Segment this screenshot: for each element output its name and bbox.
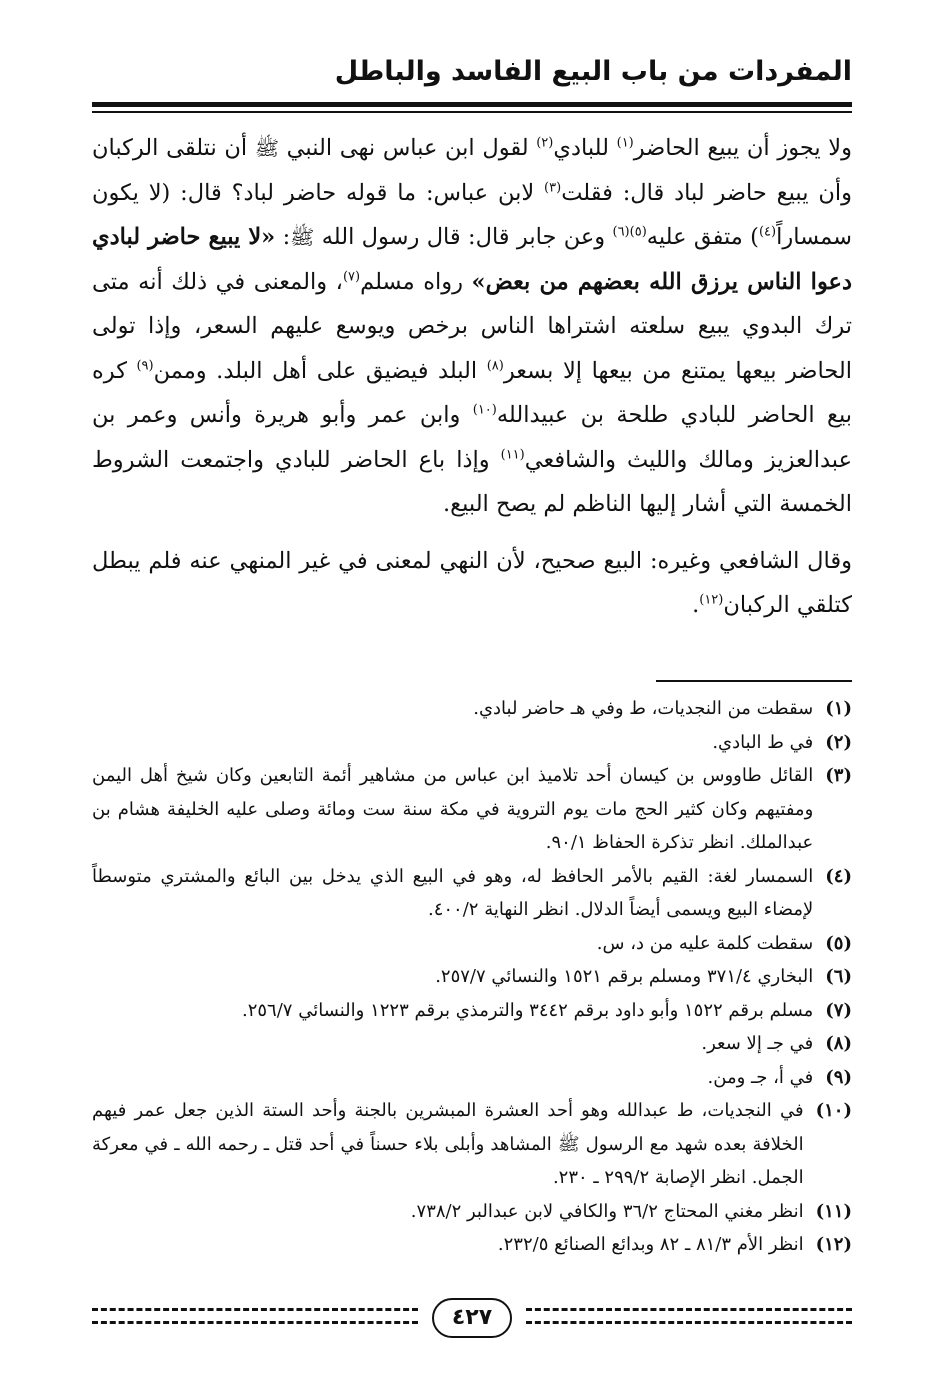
footnote-text: مسلم برقم ١٥٢٢ وأبو داود برقم ٣٤٤٢ والترمذي برقم ١٢٢٣ والنسائي ٢٥٦/٧.	[241, 999, 814, 1021]
footnote-text: في النجديات، ط عبدالله وهو أحد العشرة المبشرين بالجنة وأحد الستة الذين جعل عمر فيهم الخلافة بعده شهد مع الرسول ﷺ المشاهد وأبلى بلاء حسناً في أحد قتل ـ رحمه الله ـ في معركة الجمل. انظر الإصابة ٢٩٩/٢ ـ ٢٣٠.	[92, 1100, 804, 1188]
footnote	[92, 927, 852, 961]
footnote-ref[interactable]: (٥)	[629, 224, 647, 240]
footnote-number: (٢)	[825, 731, 852, 753]
paragraph: ولا يجوز أن يبيع الحاضر$^{(١)}$ للبادي$^{(٢)}$ لقول ابن عباس نهى النبي ﷺ أن نتلقى الركبان وأن يبيع حاضر لباد قال: فقلت$^{(٣)}$ لابن عباس: ما قوله حاضر لباد؟ قال: (لا يكون سمساراً$^{(٤)}$) متفق عليه$^{(٥)(٦)}$ وعن جابر قال: قال رسول الله ﷺ: «لا يبيع حاضر لبادي دعوا الناس يرزق الله بعضهم من بعض» رواه مسلم$^{(٧)}$، والمعنى في ذلك أنه متى ترك البدوي يبيع سلعته اشتراها الناس برخص ويوسع عليهم السعر، وإذا تولى الحاضر بيعها يمتنع من بيعها إلا بسعر$^{(٨)}$ البلد فيضيق على أهل البلد. وممن$^{(٩)}$ كره بيع الحاضر للبادي طلحة بن عبيدالله$^{(١٠)}$ وابن عمر وأبو هريرة وأنس وعمر بن عبدالعزيز ومالك والليث والشافعي$^{(١١)}$ وإذا باع الحاضر للبادي واجتمعت الشروط الخمسة التي أشار إليها الناظم لم يصح البيع.	[92, 135, 853, 517]
footer-dashed-rule	[92, 1321, 418, 1324]
footnote-separator	[656, 680, 852, 682]
footnote-ref[interactable]: (٧)	[342, 269, 361, 284]
footer-dashed-rule	[526, 1321, 852, 1324]
footnote-ref[interactable]: (١١)	[500, 447, 525, 462]
running-header-title: المفردات من باب البيع الفاسد والباطل	[334, 56, 852, 87]
footnote	[92, 1228, 852, 1262]
footnote	[92, 1094, 852, 1195]
footnote-text: في جـ إلا سعر.	[701, 1033, 814, 1054]
hadith-quote: «لا يبيع حاضر لبادي دعوا الناس يرزق الله بعضهم من بعض»	[92, 224, 853, 295]
footnote-number: (١٠)	[815, 1100, 852, 1121]
footnote	[92, 726, 852, 760]
footnote	[92, 759, 852, 860]
footnote-text: في ط البادي.	[712, 731, 814, 753]
footnote-number: (٣)	[825, 765, 852, 786]
footnote-number: (٩)	[825, 1066, 852, 1088]
footnote-text: سقطت من النجديات، ط وفي هـ حاضر لبادي.	[473, 698, 814, 719]
footnote-number: (١)	[825, 698, 852, 719]
footnote	[92, 692, 852, 726]
footnote	[92, 960, 852, 994]
footnotes-list	[92, 692, 852, 1262]
footnote-text: القائل طاووس بن كيسان أحد تلاميذ ابن عباس من مشاهير أئمة التابعين وكان شيخ أهل اليمن ومفتيهم وكان كثير الحج مات يوم التروية في مكة سنة ست ومائة وصلى عليه الخليفة هشام بن عبدالملك. انظر تذكرة الحفاظ ٩٠/١.	[92, 765, 814, 853]
footnote-text: سقطت كلمة عليه من د، س.	[596, 932, 814, 954]
footnote-text: انظر الأم ٨١/٣ ـ ٨٢ وبدائع الصنائع ٢٣٢/٥.	[497, 1234, 804, 1255]
footnote-ref[interactable]: (٦)	[612, 224, 630, 240]
footnote-ref[interactable]: (١٠)	[472, 402, 497, 418]
footnote-number: (٨)	[825, 1033, 852, 1054]
paragraph: وقال الشافعي وغيره: البيع صحيح، لأن النهي لمعنى في غير المنهي عنه فلم يبطل كتلقي الركبان$^{(١٢)}$.	[92, 547, 852, 618]
salla-symbol: ﷺ	[290, 225, 315, 249]
footer-dashed-rule	[526, 1308, 852, 1311]
footnote-number: (٦)	[825, 966, 852, 987]
footnote-ref[interactable]: (٩)	[136, 358, 154, 373]
footnote-number: (٧)	[825, 999, 852, 1021]
footnote-ref[interactable]: (٣)	[544, 180, 562, 195]
footnote-ref[interactable]: (٤)	[758, 224, 777, 240]
page-footer	[92, 1294, 852, 1344]
main-text	[92, 126, 852, 628]
footnote	[92, 1061, 852, 1095]
header-rule-thin	[92, 111, 852, 113]
salla-symbol: ﷺ	[254, 136, 279, 160]
footnote-ref[interactable]: (١)	[616, 135, 634, 151]
footnote-number: (١١)	[815, 1200, 852, 1222]
footnote-number: (٤)	[825, 865, 852, 887]
footnote-ref[interactable]: (١٢)	[699, 592, 724, 608]
footnote-number: (١٢)	[815, 1234, 852, 1255]
header-rule-thick	[92, 102, 852, 107]
footnote-text: السمسار لغة: القيم بالأمر الحافظ له، وهو في البيع الذي يدخل بين البائع والمشتري متوسطاً لإمضاء البيع ويسمى أيضاً الدلال. انظر النهاية ٤٠٠/٢.	[92, 865, 814, 920]
footnote-text: البخاري ٣٧١/٤ ومسلم برقم ١٥٢١ والنسائي ٢٥٧/٧.	[435, 966, 814, 987]
footnote-number: (٥)	[825, 932, 852, 954]
footnote	[92, 1027, 852, 1061]
footnote-text: في أ، جـ ومن.	[707, 1066, 814, 1088]
page-number: ٤٢٧	[432, 1298, 512, 1338]
footnote-text: انظر مغني المحتاج ٣٦/٢ والكافي لابن عبدالبر ٧٣٨/٢.	[410, 1200, 804, 1222]
footnote	[92, 860, 852, 927]
footer-dashed-rule	[92, 1308, 418, 1311]
footnote	[92, 1195, 852, 1229]
footnote-ref[interactable]: (٨)	[486, 358, 504, 373]
footnote-ref[interactable]: (٢)	[536, 135, 554, 151]
footnote	[92, 994, 852, 1028]
